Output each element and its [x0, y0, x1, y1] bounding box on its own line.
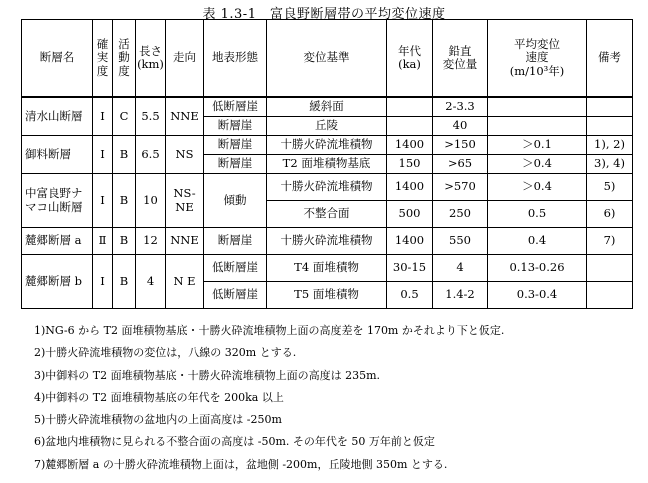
fault-name: 清水山断層	[22, 97, 93, 136]
rate	[488, 117, 587, 136]
rate: 0.4	[488, 228, 587, 255]
age: 1400	[387, 136, 433, 155]
vertical: >570	[433, 174, 488, 201]
remarks: 6)	[587, 201, 633, 228]
length: 12	[136, 228, 166, 255]
datum: 十勝火砕流堆積物	[267, 136, 387, 155]
length: 10	[136, 174, 166, 228]
footnote: 3)中御料の T2 面堆積物基底・十勝火砕流堆積物上面の高度は 235m.	[34, 368, 381, 382]
vertical: 2-3.3	[433, 97, 488, 117]
fault-name: 麓郷断層 a	[22, 228, 93, 255]
footnote: 6)盆地内堆積物に見られる不整合面の高度は -50m. その年代を 50 万年前と仮定	[34, 435, 435, 449]
activity: B	[113, 174, 136, 228]
rate: 0.3-0.4	[488, 282, 587, 309]
landform: 断層崖	[204, 155, 267, 174]
strike: NNE	[166, 228, 204, 255]
header-age: 年代 (ka)	[387, 20, 433, 98]
rate: ＞0.1	[488, 136, 587, 155]
header-landform: 地表形態	[204, 20, 267, 98]
certainty: I	[93, 174, 113, 228]
remarks	[587, 117, 633, 136]
age: 1400	[387, 174, 433, 201]
datum: T5 面堆積物	[267, 282, 387, 309]
rate	[488, 97, 587, 117]
datum: 丘陵	[267, 117, 387, 136]
strike: N E	[166, 255, 204, 309]
landform: 傾動	[204, 174, 267, 228]
datum: T4 面堆積物	[267, 255, 387, 282]
header-vertical: 鉛直 変位量	[433, 20, 488, 98]
datum: T2 面堆積物基底	[267, 155, 387, 174]
header-remarks: 備考	[587, 20, 633, 98]
header-activity: 活動 度	[113, 20, 136, 98]
activity: B	[113, 136, 136, 174]
age: 0.5	[387, 282, 433, 309]
datum: 十勝火砕流堆積物	[267, 228, 387, 255]
header-certainty-text: 確 実 度	[96, 37, 109, 78]
landform: 断層崖	[204, 117, 267, 136]
strike: NS-NE	[166, 174, 204, 228]
header-datum: 変位基準	[267, 20, 387, 98]
remarks	[587, 282, 633, 309]
vertical: 550	[433, 228, 488, 255]
header-strike: 走向	[166, 20, 204, 98]
remarks: 3), 4)	[587, 155, 633, 174]
certainty: I	[93, 97, 113, 136]
landform: 低断層崖	[204, 282, 267, 309]
vertical: 40	[433, 117, 488, 136]
vertical: 250	[433, 201, 488, 228]
landform: 断層崖	[204, 136, 267, 155]
age	[387, 117, 433, 136]
remarks	[587, 255, 633, 282]
table-title: 表 1.3-1 富良野断層帯の平均変位速度	[202, 7, 446, 22]
fault-rate-table	[21, 19, 633, 309]
fault-name: 麓郷断層 b	[22, 255, 93, 309]
age: 1400	[387, 228, 433, 255]
landform: 低断層崖	[204, 255, 267, 282]
length: 5.5	[136, 97, 166, 136]
strike: NS	[166, 136, 204, 174]
strike: NNE	[166, 97, 204, 136]
rate: 0.5	[488, 201, 587, 228]
certainty: Ⅱ	[93, 228, 113, 255]
remarks: 7)	[587, 228, 633, 255]
age: 150	[387, 155, 433, 174]
activity: C	[113, 97, 136, 136]
landform: 低断層崖	[204, 97, 267, 117]
activity: B	[113, 255, 136, 309]
header-length: 長さ (km)	[136, 20, 166, 98]
age: 30-15	[387, 255, 433, 282]
certainty: I	[93, 136, 113, 174]
fault-name: 中富良野ナマコ山断層	[22, 174, 93, 228]
age	[387, 97, 433, 117]
footnote: 5)十勝火砕流堆積物の盆地内の上面高度は -250m	[34, 413, 282, 427]
header-rate: 平均変位 速度 (m/10³年)	[488, 20, 587, 98]
rate: 0.13-0.26	[488, 255, 587, 282]
length: 6.5	[136, 136, 166, 174]
remarks: 1), 2)	[587, 136, 633, 155]
datum: 不整合面	[267, 201, 387, 228]
age: 500	[387, 201, 433, 228]
footnote: 4)中御料の T2 面堆積物基底の年代を 200ka 以上	[34, 390, 284, 404]
footnote: 7)麓郷断層 a の十勝火砕流堆積物上面は，盆地側 -200m，丘陵地側 350m とする.	[34, 457, 448, 471]
header-fault-name: 断層名	[22, 20, 93, 98]
vertical: 4	[433, 255, 488, 282]
remarks: 5)	[587, 174, 633, 201]
fault-name: 御料断層	[22, 136, 93, 174]
length: 4	[136, 255, 166, 309]
footnotes	[34, 320, 504, 476]
certainty: I	[93, 255, 113, 309]
footnote: 2)十勝火砕流堆積物の変位は，八線の 320m とする.	[34, 346, 297, 360]
remarks	[587, 97, 633, 117]
rate: ＞0.4	[488, 174, 587, 201]
vertical: >150	[433, 136, 488, 155]
landform: 断層崖	[204, 228, 267, 255]
header-certainty	[93, 20, 113, 98]
rate: ＞0.4	[488, 155, 587, 174]
datum: 十勝火砕流堆積物	[267, 174, 387, 201]
activity: B	[113, 228, 136, 255]
footnote: 1)NG-6 から T2 面堆積物基底・十勝火砕流堆積物上面の高度差を 170m かそれより下と仮定.	[34, 324, 505, 337]
vertical: >65	[433, 155, 488, 174]
datum: 緩斜面	[267, 97, 387, 117]
vertical: 1.4-2	[433, 282, 488, 309]
